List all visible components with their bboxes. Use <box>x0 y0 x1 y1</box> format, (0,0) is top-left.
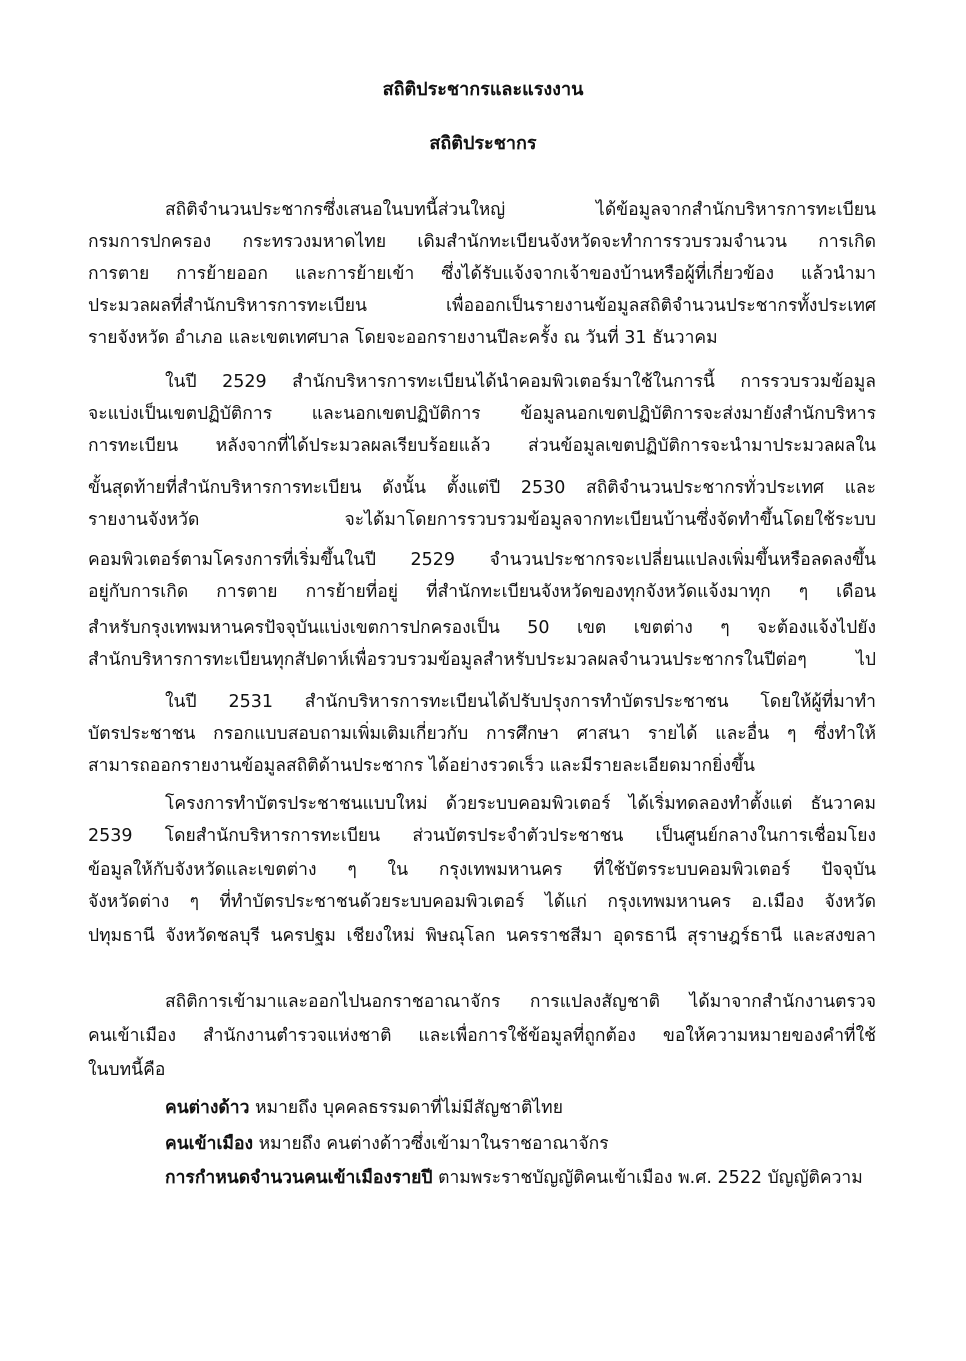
paragraph-line: การตาย การย้ายออก และการย้ายเข้า ซึ่งได้รับแจ้งจากเจ้าของบ้านหรือผู้ที่เกี่ยวข้อง แล้วนำมา <box>88 264 876 284</box>
paragraph-line: ปทุมธานี จังหวัดชลบุรี นครปฐม เชียงใหม่ พิษณุโลก นครราชสีมา อุดรธานี สุราษฎร์ธานี และสงขลา <box>88 926 876 946</box>
page-title: สถิติประชากรและแรงงาน <box>382 79 584 100</box>
paragraph-line: อยู่กับการเกิด การตาย การย้ายที่อยู่ ที่สำนักทะเบียนจังหวัดของทุกจังหวัดแจ้งมาทุก ๆ เดือน <box>88 582 876 602</box>
paragraph-line: คนเข้าเมือง สำนักงานตำรวจแห่งชาติ และเพื่อการใช้ข้อมูลที่ถูกต้อง ขอให้ความหมายของคำที่ใช้ <box>88 1026 876 1046</box>
paragraph-line: ประมวลผลที่สำนักบริหารการทะเบียน เพื่อออกเป็นรายงานข้อมูลสถิติจำนวนประชากรทั้งประเทศ <box>88 296 876 316</box>
definition-item <box>165 1166 876 1190</box>
paragraph-line: สถิติจำนวนประชากรซึ่งเสนอในบทนี้ส่วนใหญ่ ได้ข้อมูลจากสำนักบริหารการทะเบียน <box>165 200 876 220</box>
section-subtitle: สถิติประชากร <box>429 133 537 154</box>
paragraph-line: กรมการปกครอง กระทรวงมหาดไทย เดิมสำนักทะเบียนจังหวัดจะทำการรวบรวมจำนวน การเกิด <box>88 232 876 252</box>
paragraph-line: สถิติการเข้ามาและออกไปนอกราชอาณาจักร การแปลงสัญชาติ ได้มาจากสำนักงานตรวจ <box>165 992 876 1012</box>
paragraph-line: รายงานจังหวัด จะได้มาโดยการรวบรวมข้อมูลจากทะเบียนบ้านซึ่งจัดทำขึ้นโดยใช้ระบบ <box>88 510 876 530</box>
paragraph-line: ข้อมูลให้กับจังหวัดและเขตต่าง ๆ ใน กรุงเทพมหานคร ที่ใช้บัตรระบบคอมพิวเตอร์ ปัจจุบัน <box>88 860 876 880</box>
paragraph-line: สำหรับกรุงเทพมหานครปัจจุบันแบ่งเขตการปกครองเป็น 50 เขต เขตต่าง ๆ จะต้องแจ้งไปยัง <box>88 618 876 638</box>
paragraph-line: ขั้นสุดท้ายที่สำนักบริหารการทะเบียน ดังนั้น ตั้งแต่ปี 2530 สถิติจำนวนประชากรทั่วประเทศ และ <box>88 478 876 498</box>
definition-text: ตามพระราชบัญญัติคนเข้าเมือง พ.ศ. 2522 บัญญัติความ <box>432 1168 863 1188</box>
definition-item <box>165 1096 876 1120</box>
definition-term: คนเข้าเมือง <box>165 1134 254 1154</box>
paragraph-line: ในปี 2529 สำนักบริหารการทะเบียนได้นำคอมพิวเตอร์มาใช้ในการนี้ การรวบรวมข้อมูล <box>165 372 876 392</box>
definition-text: หมายถึง คนต่างด้าวซึ่งเข้ามาในราชอาณาจักร <box>253 1134 609 1154</box>
paragraph-line: สำนักบริหารการทะเบียนทุกสัปดาห์เพื่อรวบรวมข้อมูลสำหรับประมวลผลจำนวนประชากรในปีต่อๆ ไป <box>88 650 876 670</box>
paragraph-line: โครงการทำบัตรประชาชนแบบใหม่ ด้วยระบบคอมพิวเตอร์ ได้เริ่มทดลองทำตั้งแต่ ธันวาคม <box>165 794 876 814</box>
definition-item <box>165 1132 876 1156</box>
definition-term: คนต่างด้าว <box>165 1098 250 1118</box>
paragraph-line: ในบทนี้คือ <box>88 1060 166 1080</box>
paragraph-line: ในปี 2531 สำนักบริหารการทะเบียนได้ปรับปรุงการทำบัตรประชาชน โดยให้ผู้ที่มาทำ <box>165 692 876 712</box>
definition-term: การกำหนดจำนวนคนเข้าเมืองรายปี <box>165 1168 433 1188</box>
paragraph-line: คอมพิวเตอร์ตามโครงการที่เริ่มขึ้นในปี 2529 จำนวนประชากรจะเปลี่ยนแปลงเพิ่มขึ้นหรือลดลงขึ้น <box>88 550 876 570</box>
definition-text: หมายถึง บุคคลธรรมดาที่ไม่มีสัญชาติไทย <box>249 1098 563 1118</box>
paragraph-line: จังหวัดต่าง ๆ ที่ทำบัตรประชาชนด้วยระบบคอมพิวเตอร์ ได้แก่ กรุงเทพมหานคร อ.เมือง จังหวัด <box>88 892 876 912</box>
paragraph-line: รายจังหวัด อำเภอ และเขตเทศบาล โดยจะออกรายงานปีละครั้ง ณ วันที่ 31 ธันวาคม <box>88 328 718 348</box>
paragraph-line: จะแบ่งเป็นเขตปฏิบัติการ และนอกเขตปฏิบัติการ ข้อมูลนอกเขตปฏิบัติการจะส่งมายังสำนักบริหาร <box>88 404 876 424</box>
paragraph-line: สามารถออกรายงานข้อมูลสถิติด้านประชากร ได้อย่างรวดเร็ว และมีรายละเอียดมากยิ่งขึ้น <box>88 756 755 776</box>
paragraph-line: การทะเบียน หลังจากที่ได้ประมวลผลเรียบร้อยแล้ว ส่วนข้อมูลเขตปฏิบัติการจะนำมาประมวลผลใน <box>88 436 876 456</box>
paragraph-line: 2539 โดยสำนักบริหารการทะเบียน ส่วนบัตรประจำตัวประชาชน เป็นศูนย์กลางในการเชื่อมโยง <box>88 826 876 846</box>
paragraph-line: บัตรประชาชน กรอกแบบสอบถามเพิ่มเติมเกี่ยวกับ การศึกษา ศาสนา รายได้ และอื่น ๆ ซึ่งทำให้ <box>88 724 876 744</box>
